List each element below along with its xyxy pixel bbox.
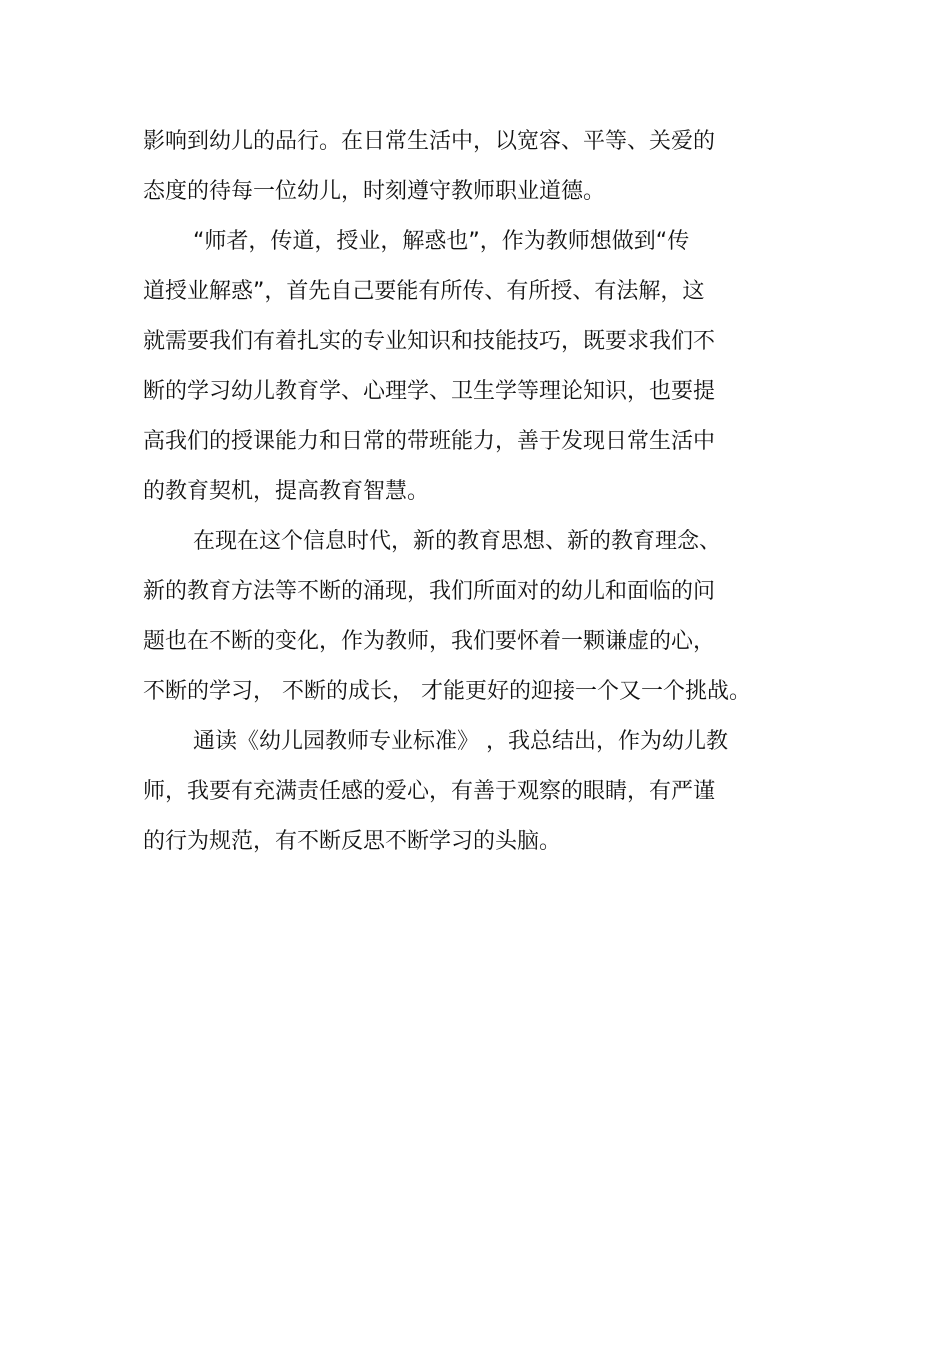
text-line: 道授业解惑”，首先自己要能有所传、有所授、有法解，这 [143,279,705,304]
text-line: 通读《幼儿园教师专业标准》 ，我总结出，作为幼儿教 [193,729,728,754]
text-line: 题也在不断的变化，作为教师，我们要怀着一颗谦虚的心， [143,629,716,654]
paragraph-4 [143,717,783,867]
text-line: 师，我要有充满责任感的爱心，有善于观察的眼睛，有严谨 [143,779,716,804]
text-line: “师者，传道，授业，解惑也”，作为教师想做到“传 [193,229,690,254]
text-line: 断的学习幼儿教育学、心理学、卫生学等理论知识，也要提 [143,379,716,404]
text-line: 就需要我们有着扎实的专业知识和技能技巧，既要求我们不 [143,329,716,354]
text-line: 的教育契机，提高教育智慧。 [143,479,430,504]
paragraph-3 [143,517,783,717]
text-line: 的行为规范，有不断反思不断学习的头脑。 [143,829,562,854]
text-line: 新的教育方法等不断的涌现，我们所面对的幼儿和面临的问 [143,579,716,604]
paragraph-1 [143,117,783,217]
text-line: 高我们的授课能力和日常的带班能力，善于发现日常生活中 [143,429,716,454]
document-body [143,117,783,867]
text-line: 态度的待每一位幼儿，时刻遵守教师职业道德。 [143,179,606,204]
paragraph-2 [143,217,783,517]
text-line: 在现在这个信息时代，新的教育思想、新的教育理念、 [193,529,722,554]
text-line: 不断的学习， 不断的成长， 才能更好的迎接一个又一个挑战。 [143,679,751,704]
text-line: 影响到幼儿的品行。在日常生活中，以宽容、平等、关爱的 [143,129,716,154]
